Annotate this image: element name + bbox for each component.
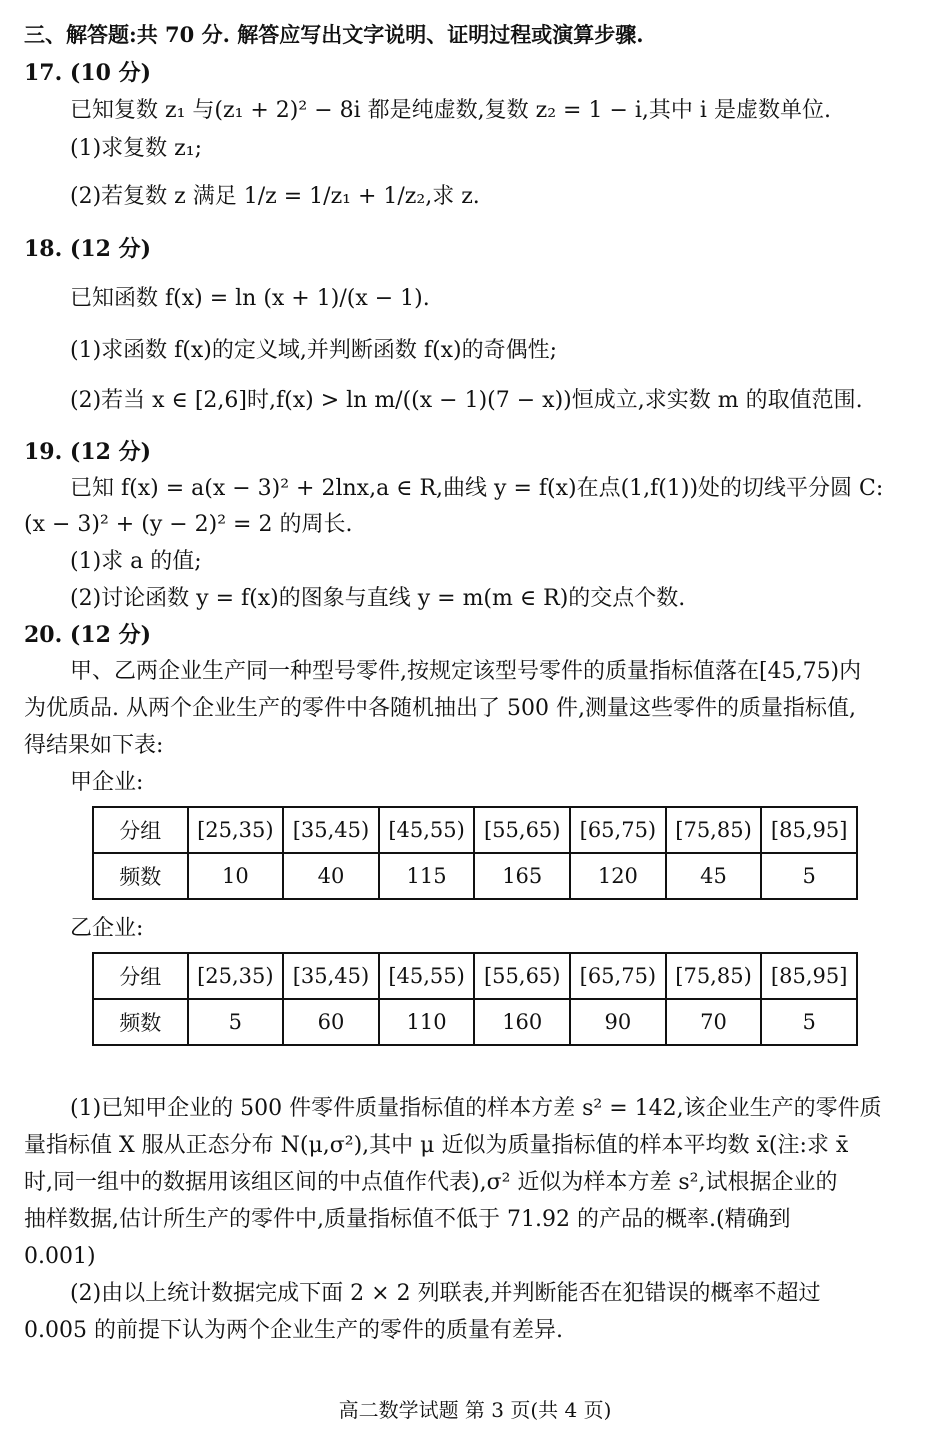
frequency-cell: 165 [474, 853, 570, 899]
q17-part2: (2)若复数 z 满足 1/z = 1/z₁ + 1/z₂,求 z. [70, 184, 480, 209]
interval-cell: [25,35) [188, 953, 284, 999]
q20-stem-line1: 甲、乙两企业生产同一种型号零件,按规定该型号零件的质量指标值落在[45,75)内 [70, 659, 862, 684]
row-header-frequency: 频数 [93, 853, 188, 899]
q17-stem: 已知复数 z₁ 与(z₁ + 2)² − 8i 都是纯虚数,复数 z₂ = 1 − i,其中 i 是虚数单位. [70, 98, 831, 123]
row-header-frequency: 频数 [93, 999, 188, 1045]
q20-head: 20. (12 分) [24, 622, 152, 648]
q20-part1-line4: 抽样数据,估计所生产的零件中,质量指标值不低于 71.92 的产品的概率.(精确到 [24, 1207, 791, 1232]
q19-head: 19. (12 分) [24, 439, 152, 465]
interval-cell: [75,85) [666, 953, 762, 999]
table-a-label: 甲企业: [70, 770, 144, 795]
q19-stem-line2: (x − 3)² + (y − 2)² = 2 的周长. [24, 512, 353, 537]
interval-cell: [85,95] [761, 807, 857, 853]
q18-part2: (2)若当 x ∈ [2,6]时,f(x) > ln m/((x − 1)(7 − x))恒成立,求实数 m 的取值范围. [70, 388, 863, 413]
table-row [93, 953, 857, 999]
table-enterprise-b [92, 952, 858, 1046]
section-title: 三、解答题:共 70 分. 解答应写出文字说明、证明过程或演算步骤. [24, 22, 644, 47]
table-row [93, 999, 857, 1045]
interval-cell: [65,75) [570, 953, 666, 999]
frequency-cell: 45 [666, 853, 762, 899]
frequency-cell: 5 [761, 999, 857, 1045]
q20-part1-line5: 0.001) [24, 1244, 96, 1269]
frequency-cell: 10 [188, 853, 284, 899]
interval-cell: [65,75) [570, 807, 666, 853]
q20-part1-line3: 时,同一组中的数据用该组区间的中点值作代表),σ² 近似为样本方差 s²,试根据企业的 [24, 1170, 838, 1195]
interval-cell: [45,55) [379, 807, 475, 853]
row-header-group: 分组 [93, 953, 188, 999]
frequency-cell: 115 [379, 853, 475, 899]
q19-part2: (2)讨论函数 y = f(x)的图象与直线 y = m(m ∈ R)的交点个数. [70, 586, 686, 611]
q20-part1-line2: 量指标值 X 服从正态分布 N(μ,σ²),其中 μ 近似为质量指标值的样本平均数 x̄(注:求 x̄ [24, 1133, 849, 1158]
q17-part1: (1)求复数 z₁; [70, 136, 202, 161]
interval-cell: [35,45) [283, 807, 379, 853]
page-footer: 高二数学试题 第 3 页(共 4 页) [338, 1398, 612, 1422]
table-b-label: 乙企业: [70, 916, 144, 941]
q17-head: 17. (10 分) [24, 60, 152, 86]
frequency-cell: 110 [379, 999, 475, 1045]
frequency-cell: 160 [474, 999, 570, 1045]
interval-cell: [55,65) [474, 953, 570, 999]
interval-cell: [35,45) [283, 953, 379, 999]
interval-cell: [85,95] [761, 953, 857, 999]
frequency-cell: 5 [761, 853, 857, 899]
frequency-cell: 90 [570, 999, 666, 1045]
table-enterprise-a [92, 806, 858, 900]
q20-part2-line2: 0.005 的前提下认为两个企业生产的零件的质量有差异. [24, 1318, 563, 1343]
frequency-cell: 120 [570, 853, 666, 899]
frequency-cell: 40 [283, 853, 379, 899]
frequency-cell: 60 [283, 999, 379, 1045]
interval-cell: [45,55) [379, 953, 475, 999]
q20-stem-line2: 为优质品. 从两个企业生产的零件中各随机抽出了 500 件,测量这些零件的质量指标值, [24, 696, 856, 721]
interval-cell: [25,35) [188, 807, 284, 853]
q20-part2-line1: (2)由以上统计数据完成下面 2 × 2 列联表,并判断能否在犯错误的概率不超过 [70, 1281, 821, 1306]
q20-stem-line3: 得结果如下表: [24, 733, 164, 758]
table-row [93, 807, 857, 853]
frequency-cell: 70 [666, 999, 762, 1045]
interval-cell: [55,65) [474, 807, 570, 853]
q19-part1: (1)求 a 的值; [70, 549, 202, 574]
q18-stem: 已知函数 f(x) = ln (x + 1)/(x − 1). [70, 286, 430, 311]
interval-cell: [75,85) [666, 807, 762, 853]
frequency-cell: 5 [188, 999, 284, 1045]
q18-part1: (1)求函数 f(x)的定义域,并判断函数 f(x)的奇偶性; [70, 338, 557, 363]
q19-stem-line1: 已知 f(x) = a(x − 3)² + 2lnx,a ∈ R,曲线 y = f(x)在点(1,f(1))处的切线平分圆 C: [70, 476, 884, 501]
q20-part1-line1: (1)已知甲企业的 500 件零件质量指标值的样本方差 s² = 142,该企业生产的零件质 [70, 1096, 882, 1121]
table-row [93, 853, 857, 899]
row-header-group: 分组 [93, 807, 188, 853]
q18-head: 18. (12 分) [24, 236, 152, 262]
